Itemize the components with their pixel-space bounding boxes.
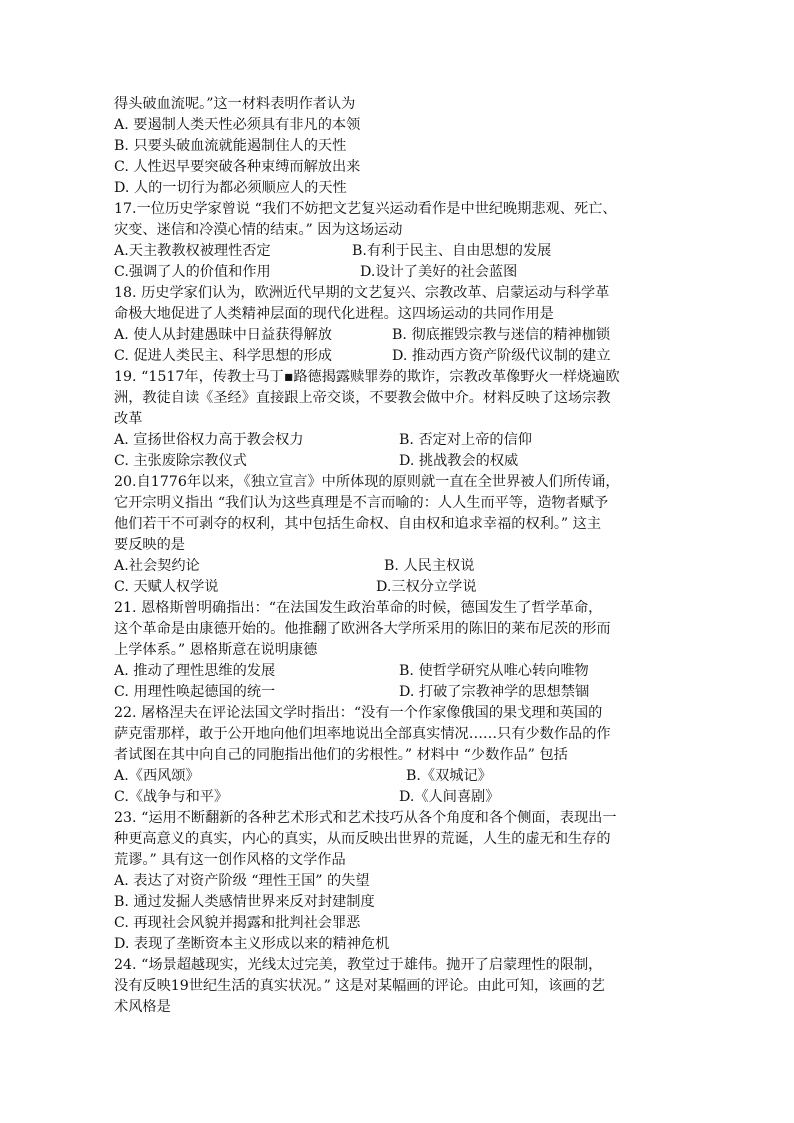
option-a: A. 推动了理性思维的发展 xyxy=(114,663,276,679)
option-a: A.社会契约论 xyxy=(114,558,200,574)
option-row xyxy=(114,430,684,451)
option-c: C. 人性迟早要突破各种束缚而解放出来 xyxy=(114,159,361,175)
question-18-stem: 命极大地促进了人类精神层面的现代化进程。这四场运动的共同作用是 xyxy=(114,306,554,322)
option-a: A.天主教教权被理性否定 xyxy=(114,243,271,259)
option-d: D. 人的一切行为都必须顺应人的天性 xyxy=(114,180,347,196)
option-row xyxy=(114,682,684,703)
option-c: C.强调了人的价值和作用 xyxy=(114,264,271,280)
option-d: D.三权分立学说 xyxy=(376,579,477,595)
option-row xyxy=(114,766,684,787)
option-b: B.《双城记》 xyxy=(406,768,492,784)
option-b: B. 通过发掘人类感情世界来反对封建制度 xyxy=(114,894,375,910)
question-19-stem: 19. “1517年，传教士马丁▪路德揭露赎罪券的欺诈，宗教改革像野火一样烧遍欧 xyxy=(114,369,620,385)
text-line: 得头破血流呢。”这一材料表明作者认为 xyxy=(114,96,356,112)
option-d: D. 打破了宗教神学的思想禁锢 xyxy=(399,684,590,700)
option-row xyxy=(114,556,684,577)
option-row xyxy=(114,241,684,262)
option-d: D. 推动西方资产阶级代议制的建立 xyxy=(392,348,611,364)
option-d: D. 表现了垄断资本主义形成以来的精神危机 xyxy=(114,936,390,952)
option-row xyxy=(114,787,684,808)
option-b: B.有利于民主、自由思想的发展 xyxy=(352,243,552,259)
option-a: A. 要遏制人类天性必须具有非凡的本领 xyxy=(114,117,361,133)
question-20-stem: 它开宗明义指出 “我们认为这些真理是不言而喻的：人人生而平等，造物者赋予 xyxy=(114,495,609,511)
question-22-stem: 萨克雷那样，敢于公开地向他们坦率地说出全部真实情况……只有少数作品的作 xyxy=(114,726,611,742)
option-a: A.《西风颂》 xyxy=(114,768,200,784)
option-row xyxy=(114,325,684,346)
option-b: B. 彻底摧毁宗教与迷信的精神枷锁 xyxy=(392,327,611,343)
question-18-stem: 18. 历史学家们认为，欧洲近代早期的文艺复兴、宗教改革、启蒙运动与科学革 xyxy=(114,285,610,301)
question-17-stem: 灾变、迷信和冷漠心情的结束。” 因为这场运动 xyxy=(114,222,403,238)
option-a: A. 宣扬世俗权力高于教会权力 xyxy=(114,432,304,448)
question-20-stem: 要反映的是 xyxy=(114,537,185,553)
option-b: B. 人民主权说 xyxy=(384,558,475,574)
question-21-stem: 上学体系。” 恩格斯意在说明康德 xyxy=(114,642,318,658)
option-b: B. 使哲学研究从唯心转向唯物 xyxy=(399,663,589,679)
question-24-stem: 术风格是 xyxy=(114,999,171,1015)
question-19-stem: 改革 xyxy=(114,411,143,427)
question-21-stem: 这个革命是由康德开始的。他推翻了欧洲各大学所采用的陈旧的莱布尼茨的形而 xyxy=(114,621,611,637)
option-a: A. 表达了对资产阶级 “理性王国” 的失望 xyxy=(114,873,370,889)
option-c: C. 促进人类民主、科学思想的形成 xyxy=(114,348,332,364)
option-c: C. 主张废除宗教仪式 xyxy=(114,453,247,469)
option-c: C. 用理性唤起德国的统一 xyxy=(114,684,276,700)
option-b: B. 否定对上帝的信仰 xyxy=(399,432,532,448)
option-row xyxy=(114,262,684,283)
question-23-stem: 23. “运用不断翻新的各种艺术形式和艺术技巧从各个角度和各个侧面，表现出一 xyxy=(114,810,617,826)
question-20-stem: 他们若干不可剥夺的权利，其中包括生命权、自由权和追求幸福的权利。” 这主 xyxy=(114,516,602,532)
option-d: D. 挑战教会的权威 xyxy=(399,453,519,469)
option-row xyxy=(114,451,684,472)
question-22-stem: 者试图在其中向自己的同胞指出他们的劣根性。” 材料中 “少数作品” 包括 xyxy=(114,747,568,763)
option-d: D.设计了美好的社会蓝图 xyxy=(360,264,518,280)
question-20-stem: 20.自1776年以来，《独立宣言》中所体现的原则就一直在全世界被人们所传诵， xyxy=(114,474,620,490)
option-row xyxy=(114,346,684,367)
option-row xyxy=(114,661,684,682)
option-c: C. 天赋人权学说 xyxy=(114,579,219,595)
question-24-stem: 24. “场景超越现实，光线太过完美，教堂过于雄伟。抛开了启蒙理性的限制， xyxy=(114,957,603,973)
option-d: D.《人间喜剧》 xyxy=(399,789,500,805)
question-23-stem: 种更高意义的真实，内心的真实，从而反映出世界的荒诞，人生的虚无和生存的 xyxy=(114,831,611,847)
question-23-stem: 荒谬。” 具有这一创作风格的文学作品 xyxy=(114,852,346,868)
option-a: A. 使人从封建愚昧中日益获得解放 xyxy=(114,327,332,343)
question-24-stem: 没有反映19世纪生活的真实状况。” 这是对某幅画的评论。由此可知，该画的艺 xyxy=(114,978,605,994)
option-row xyxy=(114,577,684,598)
question-19-stem: 洲，教徒自读《圣经》直接跟上帝交谈，不要教会做中介。材料反映了这场宗教 xyxy=(114,390,611,406)
question-text xyxy=(114,94,684,1018)
option-c: C. 再现社会风貌并揭露和批判社会罪恶 xyxy=(114,915,361,931)
question-22-stem: 22. 屠格涅夫在评论法国文学时指出：“没有一个作家像俄国的果戈理和英国的 xyxy=(114,705,603,721)
question-17-stem: 17.一位历史学家曾说 “我们不妨把文艺复兴运动看作是中世纪晚期悲观、死亡、 xyxy=(114,201,617,217)
question-21-stem: 21. 恩格斯曾明确指出：“在法国发生政治革命的时候，德国发生了哲学革命， xyxy=(114,600,603,616)
option-c: C.《战争与和平》 xyxy=(114,789,229,805)
option-b: B. 只要头破血流就能遏制住人的天性 xyxy=(114,138,347,154)
